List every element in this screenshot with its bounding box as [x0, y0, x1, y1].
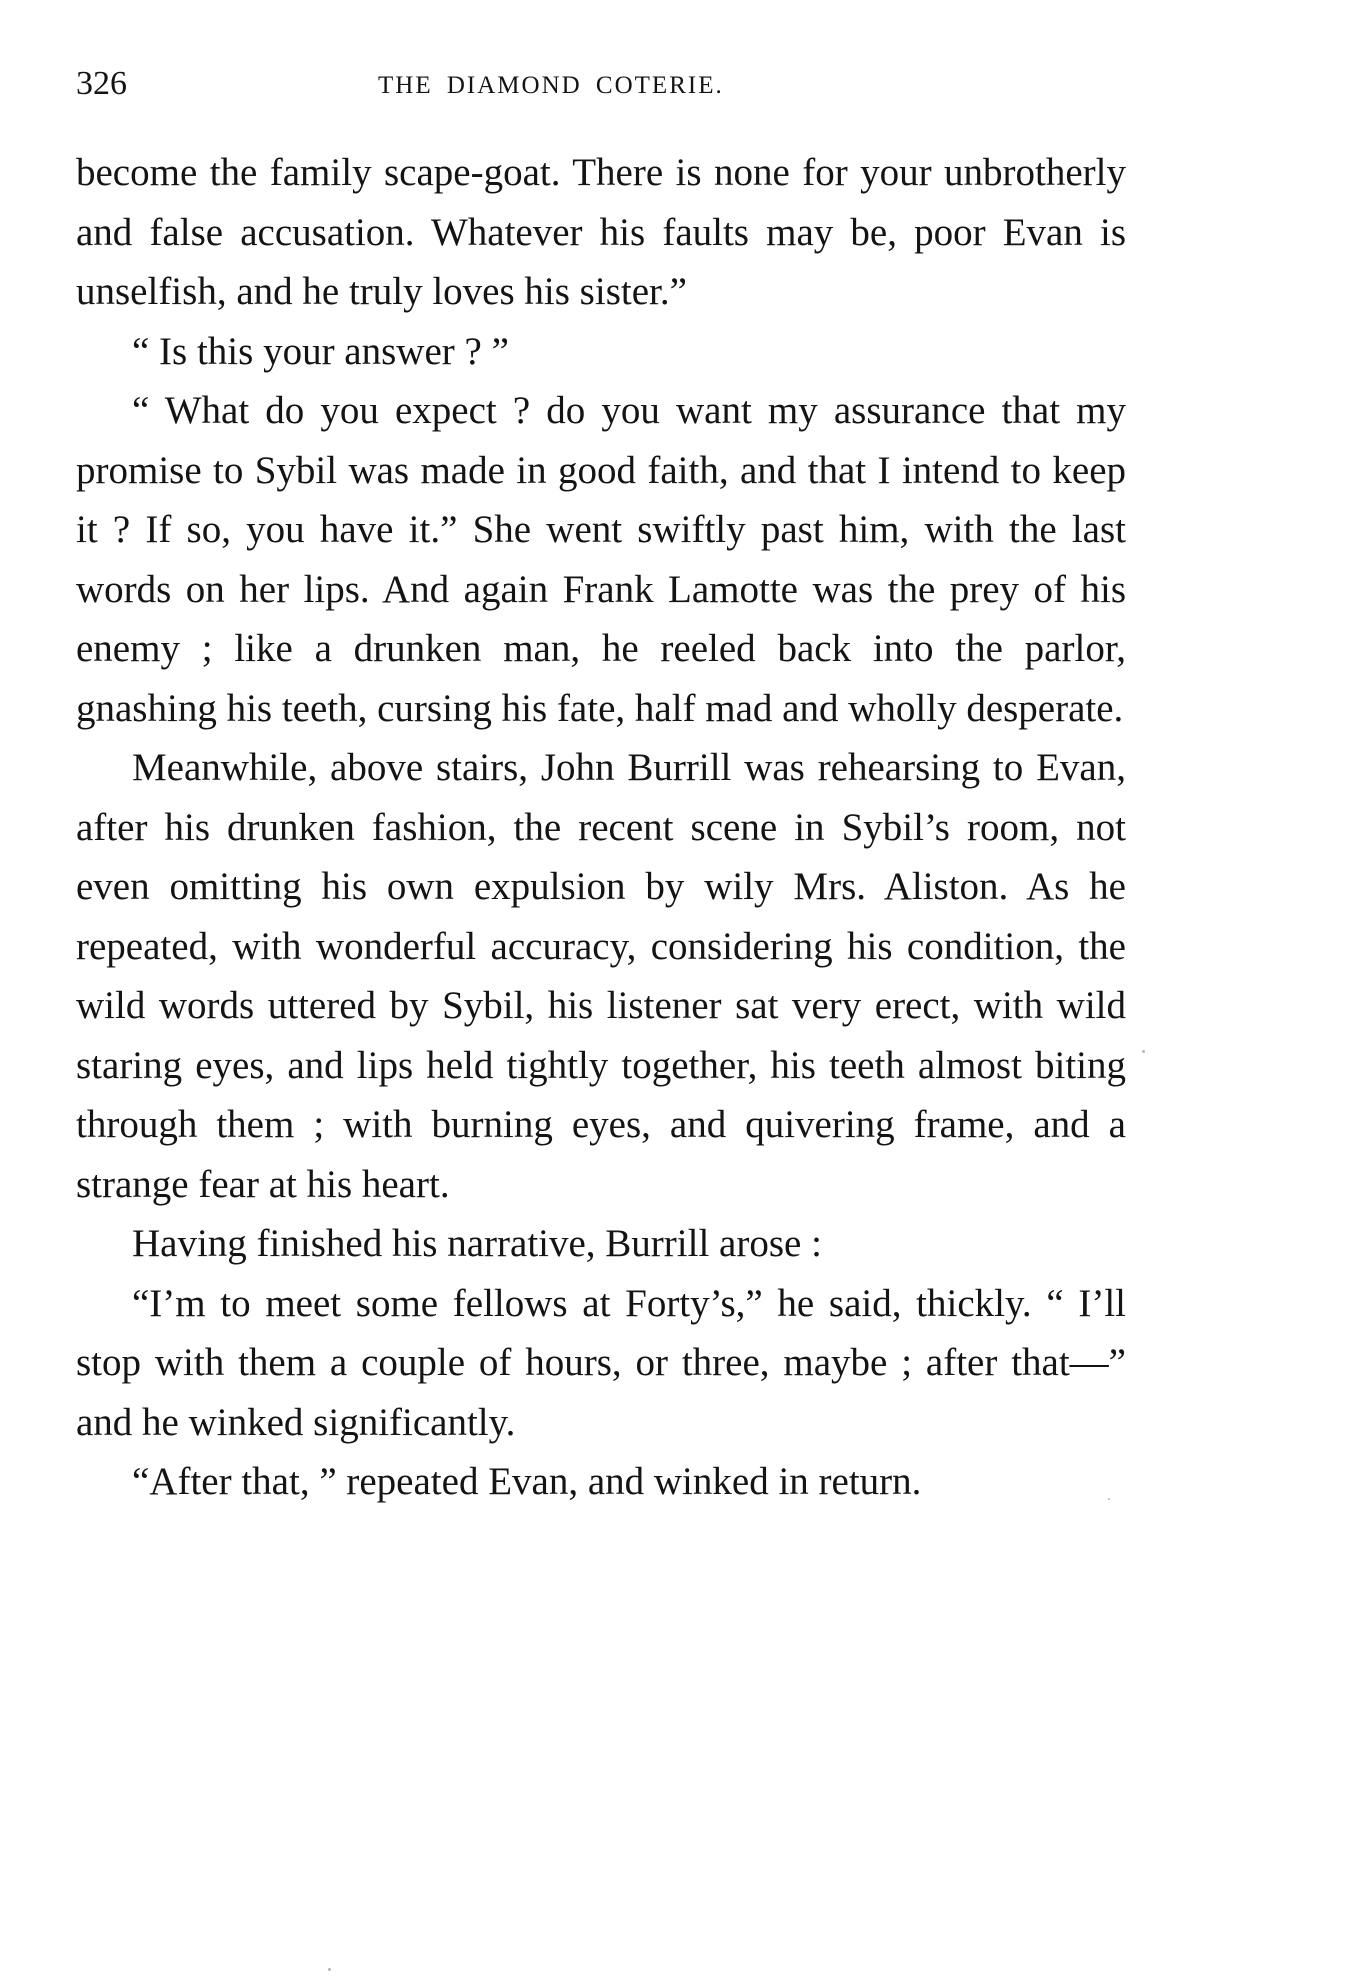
paragraph: Having finished his narrative, Burrill arose : [132, 1222, 822, 1265]
paper-speck [1108, 1498, 1110, 1500]
body-text [76, 143, 1126, 1512]
paper-speck [1142, 1050, 1145, 1053]
paragraph: Meanwhile, above stairs, John Burrill was rehearsing to Evan, after his drunken fashion, the recent scene in Sybil’s room, not even omitting his own expulsion by wily Mrs. Aliston. As he repeated, with wonderful accuracy, considering his condition, the wild words uttered by Sybil, his listener sat very erect, with wild staring eyes, and lips held tightly together, his teeth almost biting through them ; with burning eyes, and quivering frame, and a strange fear at his heart. [76, 746, 1126, 1206]
paragraph-continued: become the family scape-goat. There is none for your unbrotherly and false accusation. Whatever his faults may be, poor Evan is unselfish, and he truly loves his sister.” [76, 151, 1126, 313]
paragraph: “After that, ” repeated Evan, and winked in return. [132, 1460, 922, 1503]
paper-speck [328, 1968, 331, 1971]
running-title: THE DIAMOND COTERIE. [378, 72, 724, 99]
running-head [76, 60, 1126, 108]
paragraph: “ What do you expect ? do you want my assurance that my promise to Sybil was made in good faith, and that I intend to keep it ? If so, you have it.” She went swiftly past him, with the last words on her lips. And again Frank Lamotte was the prey of his enemy ; like a drunken man, he reeled back into the parlor, gnashing his teeth, cursing his fate, half mad and wholly desperate. [76, 389, 1126, 730]
paragraph: “I’m to meet some fellows at Forty’s,” he said, thickly. “ I’ll stop with them a couple of hours, or three, maybe ; after that—” and he winked significantly. [76, 1281, 1126, 1444]
page-number: 326 [76, 65, 127, 102]
paragraph: “ Is this your answer ? ” [132, 329, 509, 373]
